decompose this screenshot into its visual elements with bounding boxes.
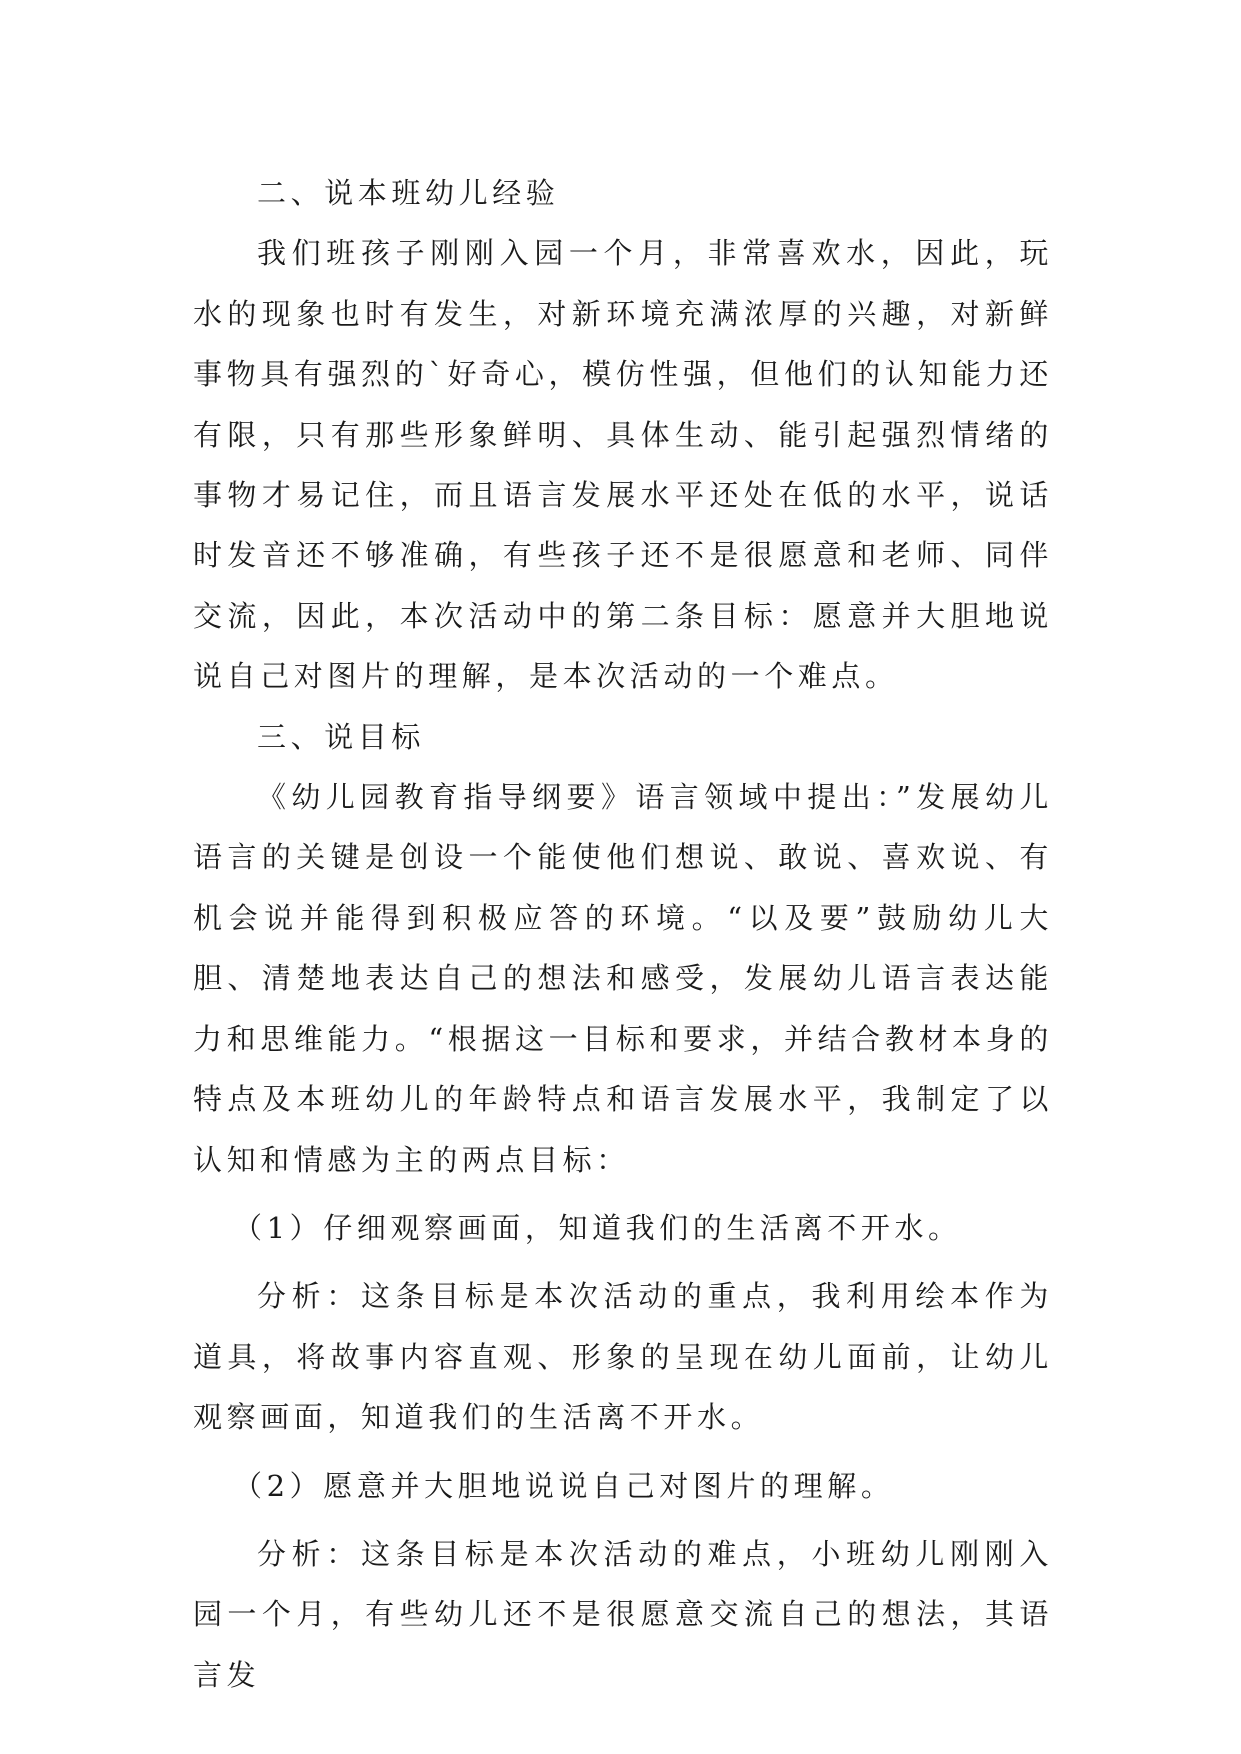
section-heading-goals: 三、说目标	[257, 719, 426, 754]
paragraph-class-experience: 我们班孩子刚刚入园一个月，非常喜欢水，因此，玩水的现象也时有发生，对新环境充满浓厚的兴趣，对新鲜事物具有强烈的`好奇心，模仿性强，但他们的认知能力还有限，只有那些形象鲜明、具体生动、能引起强烈情绪的事物才易记住，而且语言发展水平还处在低的水平，说话时发音还不够准确，有些孩子还不是很愿意和老师、同伴交流，因此，本次活动中的第二条目标：愿意并大胆地说说自己对图片的理解，是本次活动的一个难点。	[193, 236, 1053, 694]
paragraph-analysis-1: 分析：这条目标是本次活动的重点，我利用绘本作为道具，将故事内容直观、形象的呈现在幼儿面前，让幼儿观察画面，知道我们的生活离不开水。	[193, 1279, 1053, 1435]
paragraph-guideline-quote: 《幼儿园教育指导纲要》语言领域中提出：”发展幼儿语言的关键是创设一个能使他们想说、敢说、喜欢说、有机会说并能得到积极应答的环境。“以及要”鼓励幼儿大胆、清楚地表达自己的想法和感受，发展幼儿语言表达能力和思维能力。“根据这一目标和要求，并结合教材本身的特点及本班幼儿的年龄特点和语言发展水平，我制定了以认知和情感为主的两点目标：	[193, 780, 1053, 1177]
section-heading-class-experience: 二、说本班幼儿经验	[257, 176, 560, 210]
paragraph-analysis-2: 分析：这条目标是本次活动的难点，小班幼儿刚刚入园一个月，有些幼儿还不是很愿意交流自己的想法，其语言发	[193, 1536, 1053, 1692]
goal-item-1: （1）仔细观察画面，知道我们的生活离不开水。	[233, 1210, 962, 1245]
document-body	[193, 163, 1053, 1705]
goal-item-2: （2）愿意并大胆地说说自己对图片的理解。	[233, 1468, 895, 1503]
